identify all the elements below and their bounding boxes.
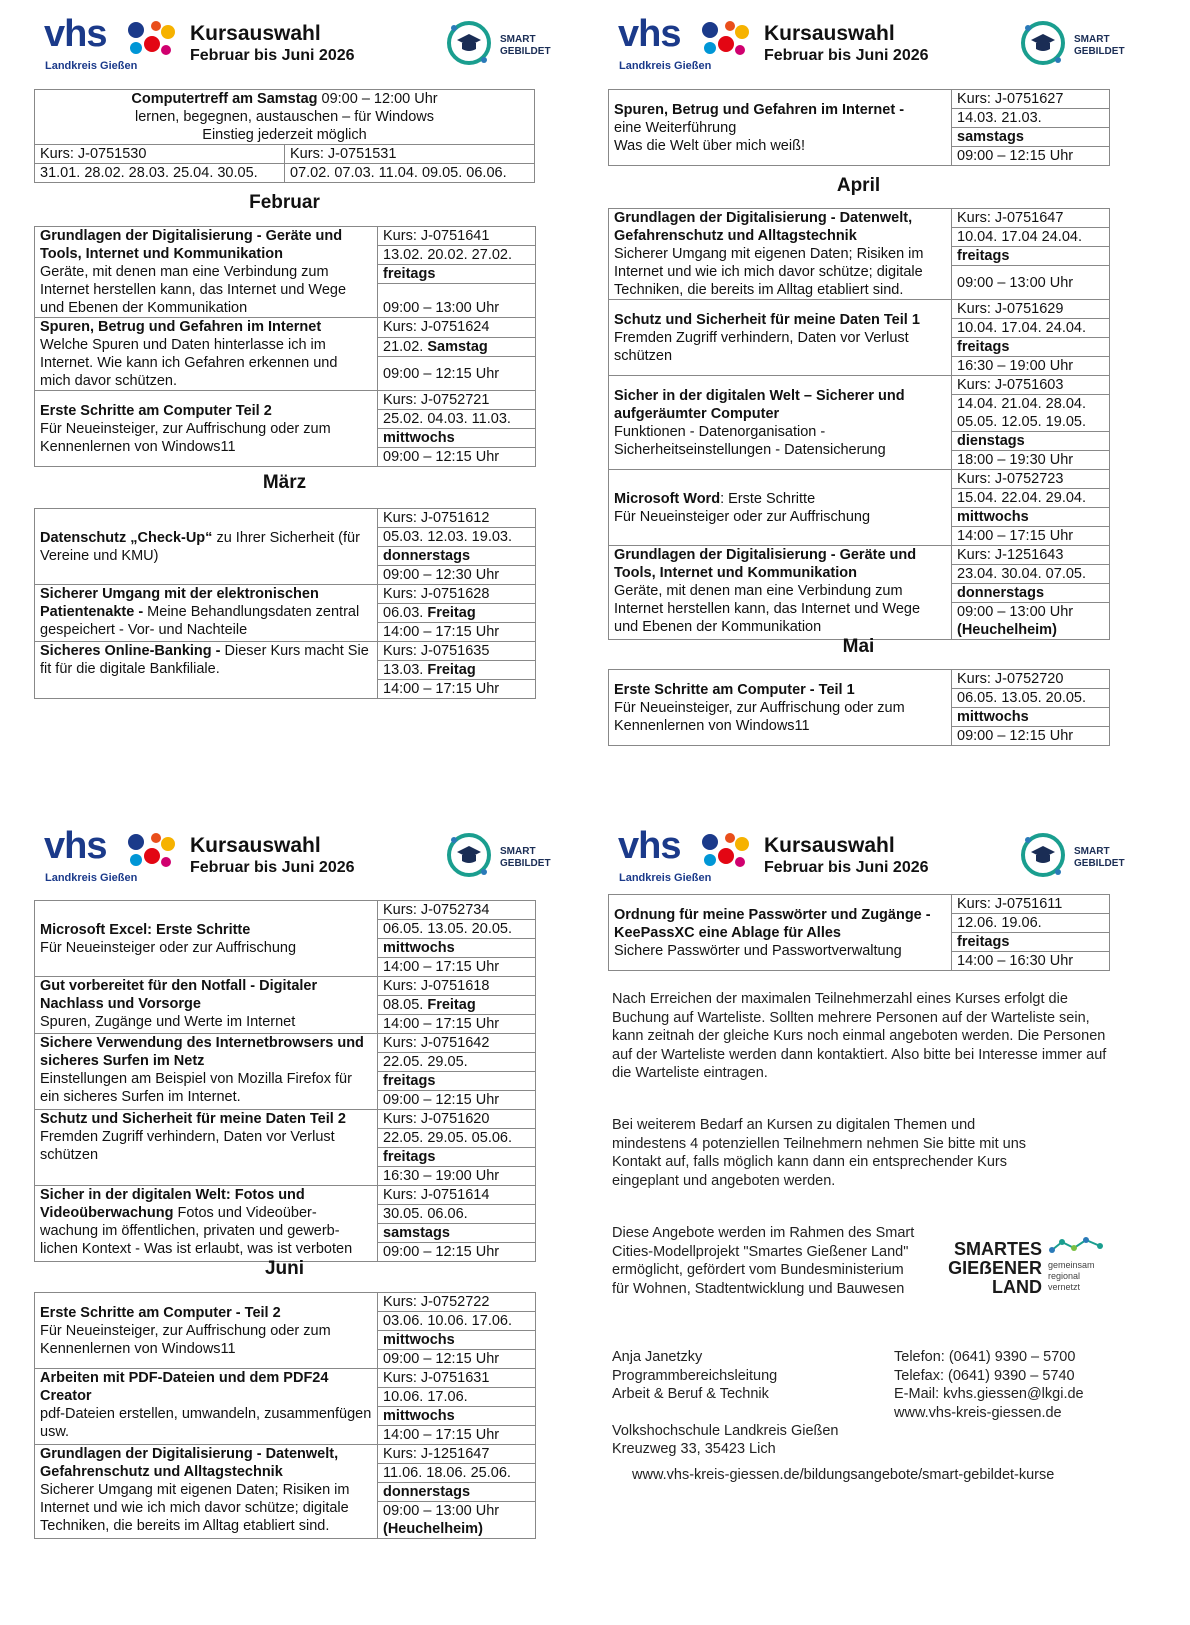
course-table-mai: Erste Schritte am Computer - Teil 1 Für Neueinsteiger, zur Auffrischung oder zum Kennenlernen von Windows11 Kurs: J-0752720 06.05. 13.05. 20.05. mittwochs 09:00 – 12:15 Uhr: [608, 669, 1110, 746]
header: [574, 0, 1169, 90]
course-row: Gut vorbereitet für den Notfall - Digitaler Nachlass und Vorsorge Spuren, Zugänge und Werte im Internet Kurs: J-0751618: [35, 977, 536, 996]
course-url[interactable]: www.vhs-kreis-giessen.de/bildungsangebote/smart-gebildet-kurse: [632, 1467, 1055, 1483]
page-top-right: [574, 0, 1169, 812]
smart-gebildet-logo: SMART GEBILDET: [1018, 830, 1138, 880]
vhs-dots-icon: [122, 828, 178, 874]
course-row: Ordnung für meine Passwörter und Zugänge - KeePassXC eine Ablage für Alles Sichere Passwörter und Passwortverwaltung Kurs: J-0751611: [609, 895, 1110, 914]
smart-gebildet-logo: SMART GEBILDET: [444, 830, 564, 880]
header: [0, 812, 595, 902]
course-row: Schutz und Sicherheit für meine Daten Teil 2 Fremden Zugriff verhindern, Daten vor Verlust schützen Kurs: J-0751620: [35, 1110, 536, 1129]
course-row: Grundlagen der Digitalisierung - Geräte und Tools, Internet und Kommunikation Geräte, mit denen man eine Verbindung zum Internet herstellen kann, das Internet und Wege und Ebenen der Kommunikation Kurs: J-0751641: [35, 227, 536, 246]
graduation-cap-icon: [1018, 18, 1068, 68]
vhs-dots-icon: [696, 828, 752, 874]
course-table-mar-2: Spuren, Betrug und Gefahren im Internet - eine Weiterführung Was die Welt über mich weiß! Kurs: J-0751627 14.03. 21.03. samstags 09:00 – 12:15 Uhr: [608, 89, 1110, 166]
graduation-cap-icon: [1018, 830, 1068, 880]
vhs-dots-icon: [122, 16, 178, 62]
course-table-mar: Datenschutz „Check-Up“ zu Ihrer Sicherheit (für Vereine und KMU) Kurs: J-0751612 05.03. 12.03. 19.03. donnerstags 09:00 – 12:30 Uhr Sicherer Umgang mit der elektronischen Patientenakte - Meine Behandlungsdaten zentral gespeichert - Vor- und Nachteile Kurs: J-0751628 06.03. Freitag 14:00 – 17:15 Uhr Sicheres Online-Banking - Dieser Kurs macht Sie fit für die digitale Bankfiliale. Kurs: J-0751635 13.03. Freitag 14:00 – 17:15 Uhr: [34, 508, 536, 699]
vhs-logo: vhs Landkreis Gießen: [44, 822, 174, 892]
course-table-apr: Grundlagen der Digitalisierung - Datenwelt, Gefahrenschutz und Alltagstechnik Sicherer Umgang mit eigenen Daten; Risiken im Internet und wie ich mich davor schütze; digitale Techniken, die bereits im Alltag etabliert sind. Kurs: J-0751647 10.04. 17.04 24.04. freitags 09:00 – 13:00 Uhr Schutz und Sicherheit für meine Daten Teil 1 Fremden Zugriff verhindern, Daten vor Verlust schützen Kurs: J-0751629 10.04. 17.04. 24.04. freitags 16:30 – 19:00 Uhr Sicher in der digitalen Welt – Sicherer und aufgeräumter Computer Funktionen - Datenorganisation - Sicherheitseinstellungen - Datensicherung Kurs: J-0751603 14.04. 21.04. 28.04. 05.05. 12.05. 19.05. dienstags 18:00 – 19:30 Uhr Microsoft Word: Erste Schritte Für Neueinsteiger oder zur Auffrischung Kurs: J-0752723 15.04. 22.04. 29.04. mittwochs 14:00 – 17:15 Uhr Grundlagen der Digitalisierung - Geräte und Tools, Internet und Kommunikation Geräte, mit denen man eine Verbindung zum Internet herstellen kann, das Internet und Wege und Ebenen der Kommunikation Kurs: J-1251643 23.04. 30.04. 07.05. donnerstags 09:00 – 13:00 Uhr (Heuchelheim): [608, 208, 1110, 640]
page-bottom-left: [0, 812, 595, 1624]
course-row: Arbeiten mit PDF-Dateien und dem PDF24 Creator pdf-Dateien erstellen, umwandeln, zusammenfügen usw. Kurs: J-0751631: [35, 1369, 536, 1388]
smartes-giessener-land-logo: SMARTES GIEẞENER LAND gemeinsam regional vernetzt: [942, 1236, 1112, 1300]
course-table-mai-2: Microsoft Excel: Erste Schritte Für Neueinsteiger oder zur Auffrischung Kurs: J-0752734 06.05. 13.05. 20.05. mittwochs 14:00 – 17:15 Uhr Gut vorbereitet für den Notfall - Digitaler Nachlass und Vorsorge Spuren, Zugänge und Werte im Internet Kurs: J-0751618 08.05. Freitag 14:00 – 17:15 Uhr Sichere Verwendung des Internetbrowsers und sicheres Surfen im Netz Einstellungen am Beispiel von Mozilla Firefox für ein sicheres Surfen im Internet. Kurs: J-0751642 22.05. 29.05. freitags 09:00 – 12:15 Uhr Schutz und Sicherheit für meine Daten Teil 2 Fremden Zugriff verhindern, Daten vor Verlust schützen Kurs: J-0751620 22.05. 29.05. 05.06. freitags 16:30 – 19:00 Uhr Sicher in der digitalen Welt: Fotos und Videoüberwachung Fotos und Videoüber-wachung im öffentlichen, privaten und gewerb-lichen Kontext - Was ist erlaubt, was ist verboten Kurs: J-0751614 30.05. 06.06. samstags 09:00 – 12:15 Uhr: [34, 900, 536, 1262]
course-row: Sicherer Umgang mit der elektronischen Patientenakte - Meine Behandlungsdaten zentral gespeichert - Vor- und Nachteile Kurs: J-0751628: [35, 585, 536, 604]
contact-details: Telefon: (0641) 9390 – 5700 Telefax: (0641) 9390 – 5740 E-Mail: kvhs.giessen@lkgi.de www.vhs-kreis-giessen.de: [894, 1349, 1084, 1421]
vhs-dots-icon: [696, 16, 752, 62]
course-row: Microsoft Excel: Erste Schritte Für Neueinsteiger oder zur Auffrischung Kurs: J-0752734: [35, 901, 536, 920]
course-row: Sicher in der digitalen Welt – Sicherer und aufgeräumter Computer Funktionen - Datenorganisation - Sicherheitseinstellungen - Datensicherung Kurs: J-0751603: [609, 376, 1110, 395]
month-heading: Februar: [249, 192, 320, 213]
course-row: Sichere Verwendung des Internetbrowsers und sicheres Surfen im Netz Einstellungen am Beispiel von Mozilla Firefox für ein sicheres Surfen im Internet. Kurs: J-0751642: [35, 1034, 536, 1053]
month-heading: Mai: [842, 636, 875, 657]
network-icon: [1048, 1236, 1104, 1258]
course-row: Grundlagen der Digitalisierung - Datenwelt, Gefahrenschutz und Alltagstechnik Sicherer Umgang mit eigenen Daten; Risiken im Internet und wie ich mich davor schütze; digitale Techniken, die bereits im Alltag etabliert sind. Kurs: J-1251647: [35, 1445, 536, 1464]
header: [574, 812, 1169, 902]
course-table-jun: Erste Schritte am Computer - Teil 2 Für Neueinsteiger, zur Auffrischung oder zum Kennenlernen von Windows11 Kurs: J-0752722 03.06. 10.06. 17.06. mittwochs 09:00 – 12:15 Uhr Arbeiten mit PDF-Dateien und dem PDF24 Creator pdf-Dateien erstellen, umwandeln, zusammenfügen usw. Kurs: J-0751631 10.06. 17.06. mittwochs 14:00 – 17:15 Uhr Grundlagen der Digitalisierung - Datenwelt, Gefahrenschutz und Alltagstechnik Sicherer Umgang mit eigenen Daten; Risiken im Internet und wie ich mich davor schütze; digitale Techniken, die bereits im Alltag etabliert sind. Kurs: J-1251647 11.06. 18.06. 25.06. donnerstags 09:00 – 13:00 Uhr (Heuchelheim): [34, 1292, 536, 1539]
course-row: Spuren, Betrug und Gefahren im Internet Welche Spuren und Daten hinterlasse ich im Internet. Wie kann ich Gefahren erkennen und mich davor schützen. Kurs: J-0751624: [35, 318, 536, 338]
course-row: Sicher in der digitalen Welt: Fotos und Videoüberwachung Fotos und Videoüber-wachung im öffentlichen, privaten und gewerb-lichen Kontext - Was ist erlaubt, was ist verboten Kurs: J-0751614: [35, 1186, 536, 1205]
course-row: Datenschutz „Check-Up“ zu Ihrer Sicherheit (für Vereine und KMU) Kurs: J-0751612: [35, 509, 536, 528]
course-row: Grundlagen der Digitalisierung - Geräte und Tools, Internet und Kommunikation Geräte, mit denen man eine Verbindung zum Internet herstellen kann, das Internet und Wege und Ebenen der Kommunikation Kurs: J-1251643: [609, 546, 1110, 565]
month-heading: Juni: [264, 1258, 305, 1279]
course-row: Erste Schritte am Computer - Teil 2 Für Neueinsteiger, zur Auffrischung oder zum Kennenlernen von Windows11 Kurs: J-0752722: [35, 1293, 536, 1312]
page-bottom-right: [574, 812, 1169, 1624]
graduation-cap-icon: [444, 830, 494, 880]
course-row: Erste Schritte am Computer Teil 2 Für Neueinsteiger, zur Auffrischung oder zum Kennenlernen von Windows11 Kurs: J-0752721: [35, 391, 536, 410]
header-title: Kursauswahl Februar bis Juni 2026: [190, 834, 355, 876]
course-table-feb: Grundlagen der Digitalisierung - Geräte und Tools, Internet und Kommunikation Geräte, mit denen man eine Verbindung zum Internet herstellen kann, das Internet und Wege und Ebenen der Kommunikation Kurs: J-0751641 13.02. 20.02. 27.02. freitags 09:00 – 13:00 Uhr Spuren, Betrug und Gefahren im Internet Welche Spuren und Daten hinterlasse ich im Internet. Wie kann ich Gefahren erkennen und mich davor schützen. Kurs: J-0751624 21.02. Samstag 09:00 – 12:15 Uhr Erste Schritte am Computer Teil 2 Für Neueinsteiger, zur Auffrischung oder zum Kennenlernen von Windows11 Kurs: J-0752721 25.02. 04.03. 11.03. mittwochs 09:00 – 12:15 Uhr: [34, 226, 536, 467]
course-row: Microsoft Word: Erste Schritte Für Neueinsteiger oder zur Auffrischung Kurs: J-0752723: [609, 470, 1110, 489]
course-table-jun-2: Ordnung für meine Passwörter und Zugänge - KeePassXC eine Ablage für Alles Sichere Passwörter und Passwortverwaltung Kurs: J-0751611 12.06. 19.06. freitags 14:00 – 16:30 Uhr: [608, 894, 1110, 971]
header-title: Kursauswahl Februar bis Juni 2026: [764, 834, 929, 876]
vhs-logo: vhs Landkreis Gießen: [618, 822, 748, 892]
graduation-cap-icon: [444, 18, 494, 68]
course-row: Spuren, Betrug und Gefahren im Internet - eine Weiterführung Was die Welt über mich weiß! Kurs: J-0751627: [609, 90, 1110, 109]
month-heading: April: [836, 175, 881, 196]
computertreff-table: Computertreff am Samstag 09:00 – 12:00 Uhr lernen, begegnen, austauschen – für Windows Einstieg jederzeit möglich Kurs: J-0751530 Kurs: J-0751531 31.01. 28.02. 28.03. 25.04. 30.05. 07.02. 07.03. 11.04. 09.05. 06.06.: [34, 89, 535, 183]
course-row: Erste Schritte am Computer - Teil 1 Für Neueinsteiger, zur Auffrischung oder zum Kennenlernen von Windows11 Kurs: J-0752720: [609, 670, 1110, 689]
waitlist-text: Nach Erreichen der maximalen Teilnehmerzahl eines Kurses erfolgt die Buchung auf Warteliste. Sollten mehrere Personen auf der Warteliste sein, kann zeitnah der gleiche Kurs noch einmal angeboten werden. Die Personen auf der Warteliste werden dann kontaktiert. Also bitte bei Interesse immer auf die Warteliste eintragen.: [612, 991, 1107, 1081]
header-title: Kursauswahl Februar bis Juni 2026: [190, 22, 355, 64]
demand-text: Bei weiterem Bedarf an Kursen zu digitalen Themen und mindestens 4 potenziellen Teilnehmern nehmen Sie bitte mit uns Kontakt auf, falls möglich kann dann ein entsprechender Kurs eingeplant und angeboten werden.: [612, 1117, 1027, 1189]
header-title: Kursauswahl Februar bis Juni 2026: [764, 22, 929, 64]
course-row: Grundlagen der Digitalisierung - Datenwelt, Gefahrenschutz und Alltagstechnik Sicherer Umgang mit eigenen Daten; Risiken im Internet und wie ich mich davor schütze; digitale Techniken, die bereits im Alltag etabliert sind. Kurs: J-0751647: [609, 209, 1110, 228]
header: [0, 0, 595, 90]
smart-gebildet-logo: SMART GEBILDET: [1018, 18, 1138, 68]
funding-text: Diese Angebote werden im Rahmen des Smart Cities-Modellprojekt "Smartes Gießener Land" ermöglicht, gefördert vom Bundesministerium für Wohnen, Stadtentwicklung und Bauwesen: [612, 1225, 915, 1297]
month-heading: März: [262, 472, 307, 493]
course-row: Schutz und Sicherheit für meine Daten Teil 1 Fremden Zugriff verhindern, Daten vor Verlust schützen Kurs: J-0751629: [609, 300, 1110, 319]
page-top-left: [0, 0, 595, 812]
smart-gebildet-logo: SMART GEBILDET: [444, 18, 564, 68]
course-row: Sicheres Online-Banking - Dieser Kurs macht Sie fit für die digitale Bankfiliale. Kurs: J-0751635: [35, 642, 536, 661]
contact-person: Anja Janetzky Programmbereichsleitung Arbeit & Beruf & Technik Volkshochschule Landkreis Gießen Kreuzweg 33, 35423 Lich: [612, 1349, 839, 1457]
vhs-logo: vhs Landkreis Gießen: [618, 10, 748, 80]
vhs-logo: vhs Landkreis Gießen: [44, 10, 174, 80]
